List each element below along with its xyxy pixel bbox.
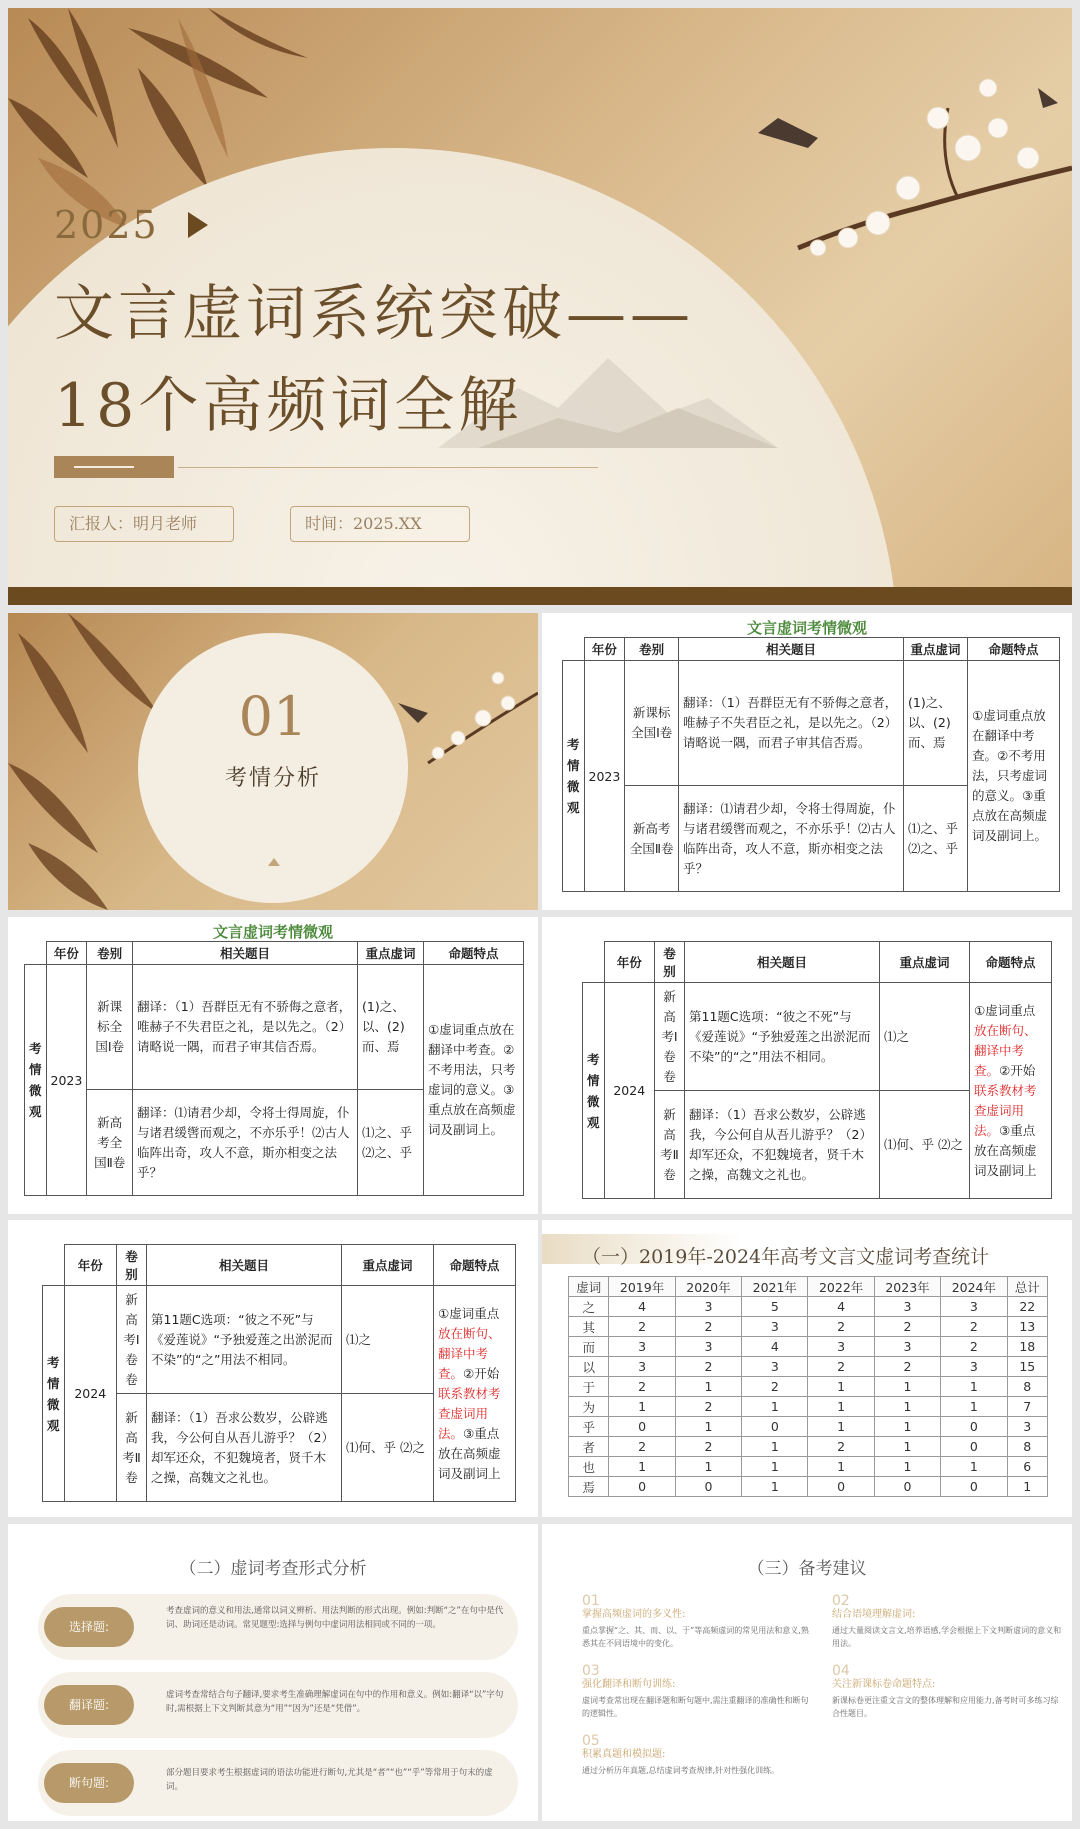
- stats-count-cell: 3: [874, 1297, 940, 1317]
- stats-count-cell: 1: [941, 1397, 1007, 1417]
- stats-header-cell: 2024年: [941, 1277, 1007, 1297]
- cover-title-line1: 文言虚词系统突破——: [54, 279, 694, 349]
- stats-count-cell: 18: [1007, 1337, 1047, 1357]
- stats-count-cell: 1: [609, 1457, 675, 1477]
- question-cell: 翻译：（1）吾群臣无有不骄侮之意者，唯赫子不失君臣之礼，是以先之。（2）请略说一隅，而君子审其信否焉。: [133, 965, 358, 1090]
- stats-row: [569, 1457, 1048, 1477]
- stats-count-cell: 0: [808, 1477, 874, 1497]
- stats-count-cell: 2: [609, 1437, 675, 1457]
- stats-title: （一）2019年-2024年高考文言文虚词考查统计: [582, 1246, 990, 1268]
- stats-count-cell: 1: [941, 1457, 1007, 1477]
- exam-micro-table-2024-slide: [542, 917, 1072, 1214]
- stats-count-cell: 2: [675, 1437, 741, 1457]
- question-cell: 翻译：⑴请君少却，令将士得周旋，仆与诸君缓辔而观之，不亦乐乎！⑵古人临阵出奇，攻人不意，斯亦相变之法乎？: [133, 1090, 358, 1196]
- question-cell: 翻译：（1）吾群臣无有不骄侮之意者，唯赫子不失君臣之礼，是以先之。（2）请略说一隅，而君子审其信否焉。: [679, 661, 904, 786]
- header-paper: 卷别: [87, 942, 133, 965]
- question-cell: 第11题C选项：“彼之不死”与《爱莲说》“予独爱莲之出淤泥而不染”的“之”用法不相同。: [685, 983, 880, 1091]
- stats-count-cell: 1: [874, 1457, 940, 1477]
- side-label: 考情微观: [583, 983, 605, 1199]
- stats-word-cell: 于: [569, 1377, 609, 1397]
- tip-body: 虚词考查常出现在翻译题和断句题中,需注重翻译的准确性和断句的逻辑性。: [582, 1696, 809, 1718]
- stats-header-cell: 2021年: [742, 1277, 808, 1297]
- stats-count-cell: 1: [609, 1397, 675, 1417]
- form-row-translation: [38, 1672, 518, 1738]
- feature-2: ②开始: [999, 1062, 1036, 1078]
- stats-header-cell: 2022年: [808, 1277, 874, 1297]
- paper-cell: 新课标全国Ⅰ卷: [87, 965, 133, 1090]
- form-label: 断句题:: [44, 1763, 134, 1803]
- section-01-slide: [8, 613, 538, 910]
- stats-count-cell: 13: [1007, 1317, 1047, 1337]
- stats-count-cell: 6: [1007, 1457, 1047, 1477]
- section-circle: [138, 633, 408, 903]
- features-cell: ①虚词重点放在翻译中考查。②不考用法，只考虚词的意义。③重点放在高频虚词及副词上。: [968, 661, 1060, 892]
- stats-count-cell: 7: [1007, 1397, 1047, 1417]
- stats-count-cell: 0: [941, 1437, 1007, 1457]
- feature-3: ③重点放在高频虚词及副词上: [974, 1122, 1037, 1178]
- stats-word-cell: 之: [569, 1297, 609, 1317]
- stats-count-cell: 2: [808, 1357, 874, 1377]
- tip-item: [832, 1664, 1062, 1720]
- decorative-rule: [178, 467, 598, 468]
- tip-heading: 掌握高频虚词的多义性:: [582, 1609, 686, 1620]
- stats-count-cell: 8: [1007, 1437, 1047, 1457]
- cover-year: 2025: [54, 203, 159, 247]
- exam-micro-table-2023-slide: [542, 613, 1072, 910]
- stats-count-cell: 1: [742, 1477, 808, 1497]
- forms-title: （二）虚词考查形式分析: [179, 1559, 367, 1579]
- stats-count-cell: 2: [742, 1377, 808, 1397]
- stats-count-cell: 1: [874, 1377, 940, 1397]
- question-form-analysis-slide: [8, 1524, 538, 1821]
- header-features: 命题特点: [968, 638, 1060, 661]
- tips-title: （三）备考建议: [747, 1559, 867, 1579]
- tip-item: [582, 1734, 812, 1777]
- question-cell: 翻译：（1）吾求公数岁，公辟逃我，今公何自从吾儿游乎？（2）却军还众，不犯魏境者，贤千木之操，高魏文之礼也。: [147, 1394, 342, 1502]
- exam-table-2023: [24, 941, 524, 1196]
- stats-count-cell: 2: [609, 1377, 675, 1397]
- tip-item: [832, 1594, 1062, 1650]
- stats-count-cell: 1: [742, 1397, 808, 1417]
- stats-table: [568, 1276, 1048, 1497]
- form-label: 选择题:: [44, 1607, 134, 1647]
- plum-blossom-branch-illustration: [388, 653, 538, 793]
- side-label: 考情微观: [563, 661, 585, 892]
- stats-count-cell: 2: [675, 1397, 741, 1417]
- exam-micro-table-2024-slide: [8, 1220, 538, 1517]
- header-words: 重点虚词: [358, 942, 424, 965]
- stats-word-cell: 而: [569, 1337, 609, 1357]
- stats-word-cell: 焉: [569, 1477, 609, 1497]
- stats-count-cell: 1: [808, 1397, 874, 1417]
- question-cell: 翻译：⑴请君少却，令将士得周旋，仆与诸君缓辔而观之，不亦乐乎！⑵古人临阵出奇，攻人不意，斯亦相变之法乎？: [679, 786, 904, 892]
- stats-count-cell: 1: [742, 1457, 808, 1477]
- stats-row: [569, 1297, 1048, 1317]
- triangle-icon: [268, 858, 280, 866]
- stats-word-cell: 者: [569, 1437, 609, 1457]
- header-year: 年份: [64, 1245, 116, 1286]
- feature-3: ③重点放在高频虚词及副词上: [438, 1425, 501, 1481]
- features-cell: [434, 1286, 516, 1502]
- header-question: 相关题目: [685, 942, 880, 983]
- stats-word-cell: 其: [569, 1317, 609, 1337]
- stats-header-cell: 总计: [1007, 1277, 1047, 1297]
- features-cell: [970, 983, 1052, 1199]
- stats-row: [569, 1437, 1048, 1457]
- stats-count-cell: 0: [609, 1477, 675, 1497]
- exam-micro-table-2023-slide: [8, 917, 538, 1214]
- feature-1: ①虚词重点: [438, 1305, 500, 1321]
- stats-count-cell: 4: [808, 1297, 874, 1317]
- header-year: 年份: [46, 942, 87, 965]
- stats-count-cell: 2: [941, 1317, 1007, 1337]
- stats-row: [569, 1417, 1048, 1437]
- stats-count-cell: 3: [742, 1357, 808, 1377]
- words-cell: (1)之、以、(2)而、焉: [358, 965, 424, 1090]
- words-cell: (1)之、以、(2)而、焉: [904, 661, 968, 786]
- stats-count-cell: 3: [675, 1297, 741, 1317]
- header-features: 命题特点: [434, 1245, 516, 1286]
- tip-number: 01: [582, 1593, 600, 1609]
- cover-title-line2: 18个高频词全解: [54, 371, 523, 441]
- stats-count-cell: 4: [609, 1297, 675, 1317]
- tip-heading: 积累真题和模拟题:: [582, 1749, 666, 1760]
- stats-count-cell: 3: [941, 1297, 1007, 1317]
- stats-count-cell: 0: [742, 1417, 808, 1437]
- stats-count-cell: 3: [742, 1317, 808, 1337]
- tip-item: [582, 1664, 812, 1720]
- stats-count-cell: 1: [675, 1377, 741, 1397]
- stats-count-cell: 1: [874, 1437, 940, 1457]
- table-title: 文言虚词考情微观: [746, 619, 867, 637]
- header-words: 重点虚词: [904, 638, 968, 661]
- header-question: 相关题目: [133, 942, 358, 965]
- stats-count-cell: 1: [808, 1417, 874, 1437]
- cover-bottom-bar: [8, 587, 1072, 605]
- stats-count-cell: 0: [941, 1477, 1007, 1497]
- stats-count-cell: 3: [609, 1337, 675, 1357]
- stats-count-cell: 1: [675, 1457, 741, 1477]
- words-cell: ⑴之、乎 ⑵之、乎: [904, 786, 968, 892]
- stats-row: [569, 1397, 1048, 1417]
- form-description: 部分题目要求考生根据虚词的语法功能进行断句,尤其是“者”“也”“乎”等常用于句末的虚词。: [166, 1768, 493, 1792]
- tip-heading: 强化翻译和断句训练:: [582, 1679, 676, 1690]
- tip-body: 通过分析历年真题,总结虚词考查规律,针对性强化训练。: [582, 1766, 780, 1775]
- reporter-label: 汇报人：明月老师: [54, 506, 234, 542]
- header-words: 重点虚词: [342, 1245, 434, 1286]
- paper-cell: 新高考Ⅰ卷卷: [655, 983, 685, 1091]
- stats-count-cell: 1: [941, 1377, 1007, 1397]
- side-label: 考情微观: [43, 1286, 65, 1502]
- stats-count-cell: 1: [808, 1377, 874, 1397]
- stats-count-cell: 2: [808, 1317, 874, 1337]
- form-row-punctuation: [38, 1750, 518, 1816]
- header-features: 命题特点: [424, 942, 524, 965]
- stats-count-cell: 1: [1007, 1477, 1047, 1497]
- stats-count-cell: 4: [742, 1337, 808, 1357]
- stats-header-cell: 2019年: [609, 1277, 675, 1297]
- plum-blossom-branch-illustration: [738, 48, 1072, 278]
- stats-count-cell: 15: [1007, 1357, 1047, 1377]
- paper-cell: 新课标全国Ⅰ卷: [625, 661, 679, 786]
- feature-1-highlight: 放在断句、翻译中考查。: [438, 1325, 501, 1381]
- stats-count-cell: 2: [941, 1337, 1007, 1357]
- year-cell: 2023: [584, 661, 625, 892]
- words-cell: ⑴之: [342, 1286, 434, 1394]
- stats-row: [569, 1357, 1048, 1377]
- question-cell: 第11题C选项：“彼之不死”与《爱莲说》“予独爱莲之出淤泥而不染”的“之”用法不相同。: [147, 1286, 342, 1394]
- form-description: 考查虚词的意义和用法,通常以词义辨析、用法判断的形式出现。例如:判断“之”在句中是代词、助词还是动词。常见题型:选择与例句中虚词用法相同或不同的一项。: [166, 1606, 504, 1630]
- stats-count-cell: 0: [675, 1477, 741, 1497]
- form-label: 翻译题:: [44, 1685, 134, 1725]
- exam-table-2023: [562, 637, 1060, 892]
- section-label: 考情分析: [224, 766, 321, 791]
- form-row-choice: [38, 1594, 518, 1660]
- exam-table-2024: [42, 1244, 516, 1502]
- stats-count-cell: 3: [941, 1357, 1007, 1377]
- feature-1-highlight: 放在断句、翻译中考查。: [974, 1022, 1037, 1078]
- stats-count-cell: 2: [675, 1357, 741, 1377]
- stats-count-cell: 1: [874, 1397, 940, 1417]
- paper-cell: 新高考全国Ⅱ卷: [625, 786, 679, 892]
- stats-count-cell: 2: [808, 1437, 874, 1457]
- tip-number: 05: [582, 1733, 600, 1749]
- year-cell: 2023: [46, 965, 87, 1196]
- time-label: 时间：2025.XX: [290, 506, 470, 542]
- header-paper: 卷别: [655, 942, 685, 983]
- decorative-bar: [54, 456, 174, 478]
- tip-body: 重点掌握“之、其、而、以、于”等高频虚词的常见用法和意义,熟悉其在不同语境中的变化。: [582, 1626, 809, 1648]
- header-paper: 卷别: [625, 638, 679, 661]
- stats-count-cell: 1: [874, 1417, 940, 1437]
- stats-count-cell: 1: [808, 1457, 874, 1477]
- stats-count-cell: 8: [1007, 1377, 1047, 1397]
- stats-count-cell: 3: [609, 1357, 675, 1377]
- function-word-stats-slide: [542, 1220, 1072, 1517]
- stats-word-cell: 以: [569, 1357, 609, 1377]
- paper-cell: 新高考全国Ⅱ卷: [87, 1090, 133, 1196]
- header-paper: 卷别: [117, 1245, 147, 1286]
- words-cell: ⑴之、乎 ⑵之、乎: [358, 1090, 424, 1196]
- tip-heading: 关注新课标卷命题特点:: [832, 1679, 936, 1690]
- stats-word-cell: 也: [569, 1457, 609, 1477]
- stats-row: [569, 1377, 1048, 1397]
- stats-header-cell: 2023年: [874, 1277, 940, 1297]
- stats-count-cell: 5: [742, 1297, 808, 1317]
- stats-count-cell: 2: [874, 1317, 940, 1337]
- stats-row: [569, 1337, 1048, 1357]
- stats-word-cell: 为: [569, 1397, 609, 1417]
- tip-body: 通过大量阅读文言文,培养语感,学会根据上下文判断虚词的意义和用法。: [832, 1626, 1062, 1648]
- cover-slide: [8, 8, 1072, 605]
- feature-1: ①虚词重点: [974, 1002, 1036, 1018]
- tip-number: 02: [832, 1593, 850, 1609]
- stats-count-cell: 3: [874, 1337, 940, 1357]
- stats-count-cell: 2: [675, 1317, 741, 1337]
- stats-count-cell: 3: [808, 1337, 874, 1357]
- form-description: 虚词考查常结合句子翻译,要求考生准确理解虚词在句中的作用和意义。例如:翻译“以”字句时,需根据上下文判断其意为“用”“因为”还是“凭借”。: [166, 1690, 504, 1714]
- words-cell: ⑴何、乎 ⑵之: [342, 1394, 434, 1502]
- section-number: 01: [238, 685, 308, 748]
- paper-cell: 新高考Ⅰ卷卷: [117, 1286, 147, 1394]
- stats-count-cell: 1: [742, 1437, 808, 1457]
- stats-count-cell: 22: [1007, 1297, 1047, 1317]
- header-features: 命题特点: [970, 942, 1052, 983]
- header-year: 年份: [604, 942, 654, 983]
- stats-word-cell: 乎: [569, 1417, 609, 1437]
- paper-cell: 新高考Ⅱ卷: [655, 1091, 685, 1199]
- stats-header-cell: 虚词: [569, 1277, 609, 1297]
- stats-count-cell: 1: [675, 1417, 741, 1437]
- tip-heading: 结合语境理解虚词:: [832, 1609, 916, 1620]
- header-question: 相关题目: [147, 1245, 342, 1286]
- stats-count-cell: 0: [941, 1417, 1007, 1437]
- side-label: 考情微观: [25, 965, 47, 1196]
- exam-table-2024: [582, 941, 1052, 1199]
- header-year: 年份: [584, 638, 625, 661]
- header-words: 重点虚词: [880, 942, 970, 983]
- tip-body: 新课标卷更注重文言文的整体理解和应用能力,备考时可多练习综合性题目。: [832, 1696, 1059, 1718]
- stats-count-cell: 0: [609, 1417, 675, 1437]
- stats-row: [569, 1477, 1048, 1497]
- words-cell: ⑴之: [880, 983, 970, 1091]
- stats-count-cell: 3: [1007, 1417, 1047, 1437]
- year-cell: 2024: [604, 983, 654, 1199]
- stats-count-cell: 2: [609, 1317, 675, 1337]
- stats-count-cell: 0: [874, 1477, 940, 1497]
- table-title: 文言虚词考情微观: [212, 923, 333, 941]
- words-cell: ⑴何、乎 ⑵之: [880, 1091, 970, 1199]
- stats-row: [569, 1317, 1048, 1337]
- tip-item: [582, 1594, 812, 1650]
- feature-2-highlight: 联系教材考查虚词用法。: [974, 1082, 1037, 1138]
- header-question: 相关题目: [679, 638, 904, 661]
- paper-cell: 新高考Ⅱ卷: [117, 1394, 147, 1502]
- year-cell: 2024: [64, 1286, 116, 1502]
- features-cell: ①虚词重点放在翻译中考查。②不考用法，只考虚词的意义。③重点放在高频虚词及副词上。: [424, 965, 524, 1196]
- stats-count-cell: 3: [675, 1337, 741, 1357]
- stats-header-cell: 2020年: [675, 1277, 741, 1297]
- feature-2: ②开始: [463, 1365, 500, 1381]
- tip-number: 03: [582, 1663, 600, 1679]
- play-arrow-icon: [188, 212, 208, 238]
- stats-count-cell: 2: [874, 1357, 940, 1377]
- feature-2-highlight: 联系教材考查虚词用法。: [438, 1385, 501, 1441]
- tip-number: 04: [832, 1663, 850, 1679]
- study-suggestions-slide: [542, 1524, 1072, 1821]
- question-cell: 翻译：（1）吾求公数岁，公辟逃我，今公何自从吾儿游乎？（2）却军还众，不犯魏境者，贤千木之操，高魏文之礼也。: [685, 1091, 880, 1199]
